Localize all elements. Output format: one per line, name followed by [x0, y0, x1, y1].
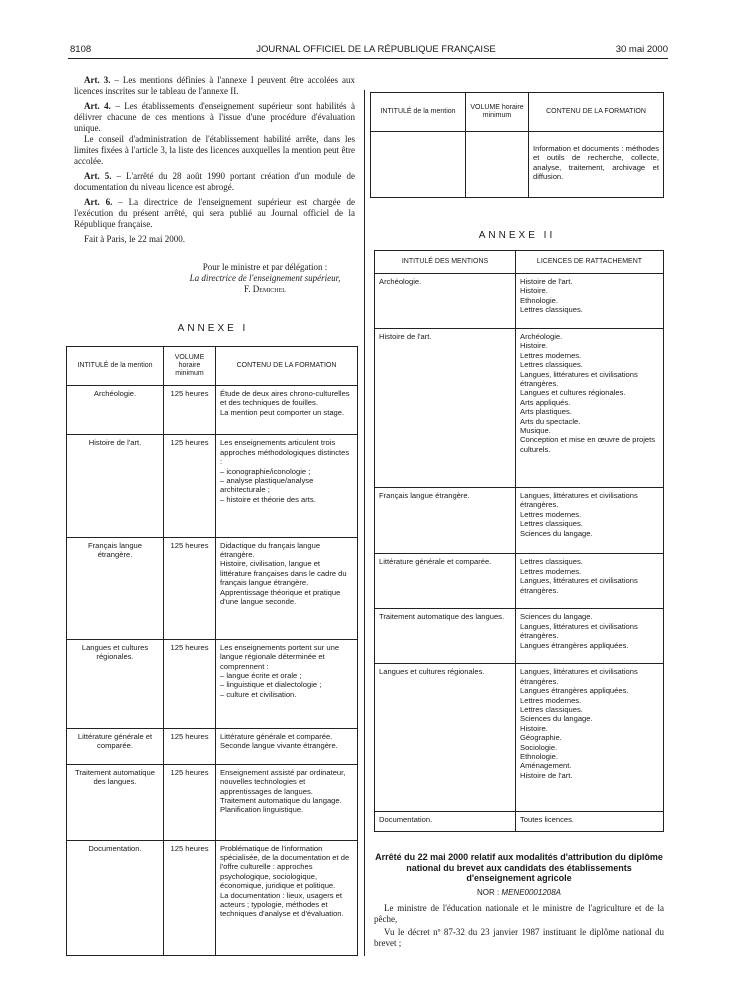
licence-item: Lettres classiques.	[520, 360, 583, 370]
contenu-line: La documentation : lieux, usagers et acteurs ; typologie, méthodes et techniques d'analyse et d'évaluation.	[220, 890, 344, 919]
licence-item: Sciences du langage.	[520, 612, 593, 622]
mention-cell: Archéologie.	[67, 386, 164, 435]
licences-cell	[516, 328, 664, 487]
volume-cell: 125 heures	[164, 728, 216, 764]
signature-block	[170, 262, 360, 295]
annex-1-table	[66, 346, 358, 956]
articles-block	[74, 75, 355, 249]
mention-cell: Littérature générale et comparée.	[67, 728, 164, 764]
decree-block	[374, 852, 664, 951]
volume-cell: 125 heures	[164, 840, 216, 955]
mention-cell: Langues et cultures régionales.	[375, 664, 516, 812]
table-row	[375, 664, 664, 812]
licence-item: Sciences du langage.	[520, 714, 593, 724]
decree-paragraph: Le ministre de l'éducation nationale et le ministre de l'agriculture et de la pêche,	[374, 902, 664, 924]
licence-item: Histoire.	[520, 341, 548, 351]
contenu-line: Les enseignements articulent trois approches méthodologiques distinctes :	[220, 438, 350, 467]
decree-paragraph: Vu le décret nº 87-32 du 23 janvier 1987 instituant le diplôme national du brevet ;	[374, 926, 664, 948]
table-row	[67, 728, 358, 764]
licence-item: Lettres modernes.	[520, 695, 582, 705]
header-rule	[68, 58, 668, 59]
decree-title: Arrêté du 22 mai 2000 relatif aux modalités d'attribution du diplôme national du brevet aux candidats des établissements d'enseignement agricole	[375, 852, 663, 883]
licence-item: Langues, littératures et civilisations étrangères.	[520, 621, 638, 641]
volume-cell: 125 heures	[164, 639, 216, 728]
article-5: Art. 5. – L'arrêté du 28 août 1990 portant création d'un module de documentation du niveau licence est abrogé.	[74, 171, 355, 192]
annex-1-continued-header-row	[371, 93, 664, 132]
licence-item: Arts du spectacle.	[520, 416, 581, 426]
annex-1-header-row	[67, 347, 358, 386]
licence-item: Aménagement.	[520, 761, 572, 771]
signature-line-1: Pour le ministre et par délégation :	[202, 262, 328, 272]
licence-item: Sociologie.	[520, 742, 558, 752]
licence-item: Sciences du langage.	[520, 528, 593, 538]
contenu-cell: Information et documents : méthodes et outils de recherche, collecte, analyse, traitement, archivage et diffusion.	[529, 132, 664, 198]
article-6: Art. 6. – La directrice de l'enseignement supérieur est chargée de l'exécution du présent arrêté, qui sera publié au Journal officiel de la République française.	[74, 197, 355, 229]
annex-1-table-continued	[370, 92, 664, 198]
licence-item: Histoire de l'art.	[520, 770, 573, 780]
licence-item: Lettres modernes.	[520, 350, 582, 360]
volume-cell: 125 heures	[164, 435, 216, 537]
contenu-cell	[216, 639, 358, 728]
article-4-paragraph: Le conseil d'administration de l'établissement habilité arrête, dans les limites fixées à l'article 3, la liste des licences auxquelles la mention peut être accolée.	[74, 134, 355, 166]
licence-item: Musique.	[520, 425, 551, 435]
licence-item: Langues étrangères appliquées.	[520, 686, 629, 696]
mention-cell: Documentation.	[67, 840, 164, 955]
header-mention: INTITULÉ de la mention	[371, 93, 466, 132]
contenu-line: Étude de deux aires chrono-culturelles et des techniques de fouilles.	[220, 389, 350, 408]
licence-item: Ethnologie.	[520, 751, 558, 761]
licence-item: Langues, littératures et civilisations étrangères.	[520, 576, 638, 595]
contenu-line: – langue écrite et orale ;	[220, 670, 302, 680]
licence-item: Lettres classiques.	[520, 305, 583, 315]
mention-cell: Français langue étrangère.	[67, 537, 164, 639]
volume-cell	[466, 132, 529, 198]
licence-item: Ethnologie.	[520, 295, 558, 305]
nor-reference: NOR : MENE0001208A	[476, 887, 562, 897]
table-row	[67, 639, 358, 728]
header-mentions: INTITULÉ DES MENTIONS	[375, 251, 516, 274]
licence-item: Géographie.	[520, 733, 562, 743]
mention-cell: Archéologie.	[375, 274, 516, 329]
mention-cell: Traitement automatique des langues.	[67, 764, 164, 840]
header-volume: VOLUME horaire minimum	[164, 347, 216, 386]
contenu-cell	[216, 764, 358, 840]
contenu-cell	[216, 435, 358, 537]
annex-2-header-row	[375, 251, 664, 274]
annex-2-title: ANNEXE II	[478, 230, 556, 241]
contenu-cell	[216, 386, 358, 435]
annex-2-table	[374, 250, 664, 832]
table-row	[67, 764, 358, 840]
table-row	[375, 328, 664, 487]
table-row	[375, 274, 664, 329]
header-mention: INTITULÉ de la mention	[67, 347, 164, 386]
licence-item: Lettres classiques.	[520, 557, 583, 567]
signature-line-2: La directrice de l'enseignement supérieur,	[189, 273, 341, 283]
licence-item: Histoire.	[520, 286, 548, 296]
licences-cell	[516, 554, 664, 609]
licence-item: Histoire de l'art.	[520, 277, 573, 286]
header-licences: LICENCES DE RATTACHEMENT	[516, 251, 664, 274]
contenu-line: Les enseignements portent sur une langue régionale déterminée et comprennent :	[220, 642, 340, 671]
table-row	[371, 132, 664, 198]
article-4: Art. 4. – Les établissements d'enseignement supérieur sont habilités à délivrer chacune de ces mentions à l'issue d'une procédure d'évaluation unique.	[74, 101, 355, 133]
licence-item: Lettres modernes.	[520, 509, 582, 519]
contenu-line: Traitement automatique du langage.	[220, 796, 342, 806]
contenu-line: Didactique du français langue étrangère.	[220, 540, 321, 559]
article-3: Art. 3. – Les mentions définies à l'annexe I peuvent être accolées aux licences inscrites sur le tableau de l'annexe II.	[74, 75, 355, 96]
contenu-line: – culture et civilisation.	[220, 689, 297, 699]
mention-cell: Documentation.	[375, 811, 516, 831]
journal-title: JOURNAL OFFICIEL DE LA RÉPUBLIQUE FRANÇAISE	[256, 44, 496, 55]
licence-item: Langues, littératures et civilisations étrangères.	[520, 490, 638, 510]
issue-date: 30 mai 2000	[615, 44, 668, 55]
page-number: 8108	[70, 44, 92, 55]
licence-item: Conception et mise en œuvre de projets culturels.	[520, 435, 656, 454]
contenu-line: – iconographie/iconologie ;	[220, 466, 311, 476]
volume-cell: 125 heures	[164, 764, 216, 840]
contenu-cell	[216, 537, 358, 639]
contenu-line: Planification linguistique.	[220, 805, 304, 815]
contenu-line: Enseignement assisté par ordinateur, nouvelles technologies et apprentissages de langues.	[220, 767, 346, 796]
licence-item: Lettres modernes.	[520, 566, 582, 576]
annex-1-title: ANNEXE I	[177, 323, 249, 334]
table-row	[375, 609, 664, 664]
mention-cell: Langues et cultures régionales.	[67, 639, 164, 728]
contenu-line: – histoire et théorie des arts.	[220, 494, 316, 504]
volume-cell: 125 heures	[164, 386, 216, 435]
contenu-line: – linguistique et dialectologie ;	[220, 680, 322, 690]
table-row	[375, 554, 664, 609]
table-row	[375, 487, 664, 553]
licences-cell	[516, 609, 664, 664]
licences-cell	[516, 487, 664, 553]
mention-cell: Traitement automatique des langues.	[375, 609, 516, 664]
contenu-line: La mention peut comporter un stage.	[220, 407, 345, 417]
column-separator	[364, 90, 365, 956]
licence-item: Arts appliqués.	[520, 397, 571, 407]
signing-place-date: Fait à Paris, le 22 mai 2000.	[84, 234, 185, 244]
licence-item: Langues, littératures et civilisations étrangères.	[520, 369, 638, 388]
mention-cell: Histoire de l'art.	[67, 435, 164, 537]
licence-item: Lettres classiques.	[520, 704, 583, 714]
licence-item: Archéologie.	[520, 331, 563, 341]
contenu-line: Littérature générale et comparée.	[220, 731, 333, 741]
licences-cell	[516, 664, 664, 812]
licences-cell	[516, 811, 664, 831]
mention-cell: Histoire de l'art.	[375, 328, 516, 487]
contenu-cell	[216, 840, 358, 955]
licence-item: Langues et cultures régionales.	[520, 388, 626, 398]
licence-item: Histoire.	[520, 723, 548, 733]
mention-cell: Français langue étrangère.	[375, 487, 516, 553]
table-row	[67, 386, 358, 435]
table-row	[67, 435, 358, 537]
table-row	[67, 840, 358, 955]
header-volume: VOLUME horaire minimum	[466, 93, 529, 132]
contenu-line: Problématique de l'information spécialisée, de la documentation et de l'offre culturelle : approches psychologique, sociologique, économique, juridique et politique.	[220, 843, 350, 891]
licences-cell	[516, 274, 664, 329]
contenu-line: Apprentissage théorique et pratique d'une langue seconde.	[220, 587, 341, 606]
licence-item: Arts plastiques.	[520, 407, 572, 417]
contenu-line: Seconde langue vivante étrangère.	[220, 741, 338, 751]
table-row	[67, 537, 358, 639]
volume-cell: 125 heures	[164, 537, 216, 639]
contenu-line: Histoire, civilisation, langue et littérature françaises dans le cadre du français langue étrangère.	[220, 559, 347, 588]
mention-cell: Littérature générale et comparée.	[375, 554, 516, 609]
nor-code: MENE0001208A	[501, 887, 562, 897]
signatory-name: F. Demichel	[244, 284, 286, 294]
contenu-cell	[216, 728, 358, 764]
licence-item: Lettres classiques.	[520, 519, 583, 529]
contenu-line: – analyse plastique/analyse architecturale ;	[220, 476, 314, 495]
mention-cell	[371, 132, 466, 198]
header-contenu: CONTENU DE LA FORMATION	[529, 93, 664, 132]
header-contenu: CONTENU DE LA FORMATION	[216, 347, 358, 386]
table-row	[375, 811, 664, 831]
licence-item: Toutes licences.	[520, 814, 575, 824]
licence-item: Langues étrangères appliquées.	[520, 640, 629, 650]
licence-item: Langues, littératures et civilisations étrangères.	[520, 667, 638, 686]
